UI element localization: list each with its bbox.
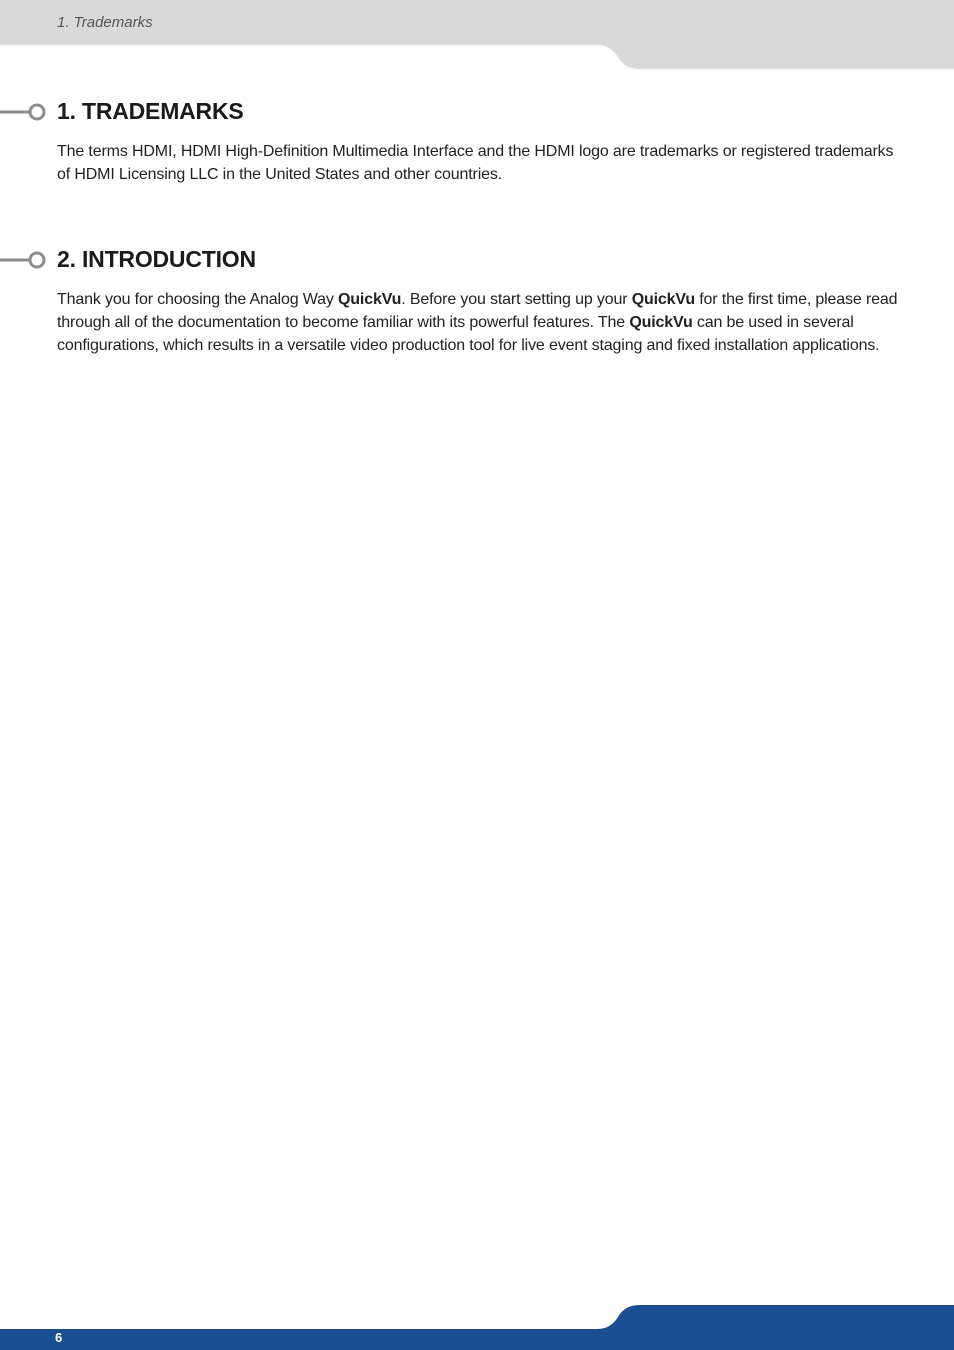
body-text: Thank you for choosing the Analog Way: [57, 291, 338, 308]
header-band: [0, 0, 954, 70]
body-text: for the first time, please read through all of the documentation to become familiar with its powerful features. The: [57, 291, 898, 332]
section-body: [57, 288, 901, 358]
section-title: 2. INTRODUCTION: [57, 246, 256, 272]
footer-band-shape: [0, 1305, 954, 1350]
line-circle-bullet-icon: [0, 250, 48, 270]
line-circle-bullet-icon: [0, 102, 48, 122]
header-band-shape: [0, 0, 954, 69]
section-title: 1. TRADEMARKS: [57, 98, 244, 124]
body-text: can be used in several configurations, which results in a versatile video production tool for live event staging and fixed installation applications.: [57, 314, 880, 355]
running-header: 1. Trademarks: [57, 14, 153, 31]
section-body: The terms HDMI, HDMI High-Definition Multimedia Interface and the HDMI logo are trademarks or registered trademarks of HDMI Licensing LLC in the United States and other countries.: [57, 143, 894, 184]
product-name: QuickVu: [629, 314, 693, 332]
footer-band: [0, 1300, 954, 1350]
page-number: 6: [55, 1330, 63, 1345]
body-text: . Before you start setting up your: [401, 291, 632, 308]
product-name: QuickVu: [338, 291, 402, 308]
product-name: QuickVu: [631, 291, 695, 308]
